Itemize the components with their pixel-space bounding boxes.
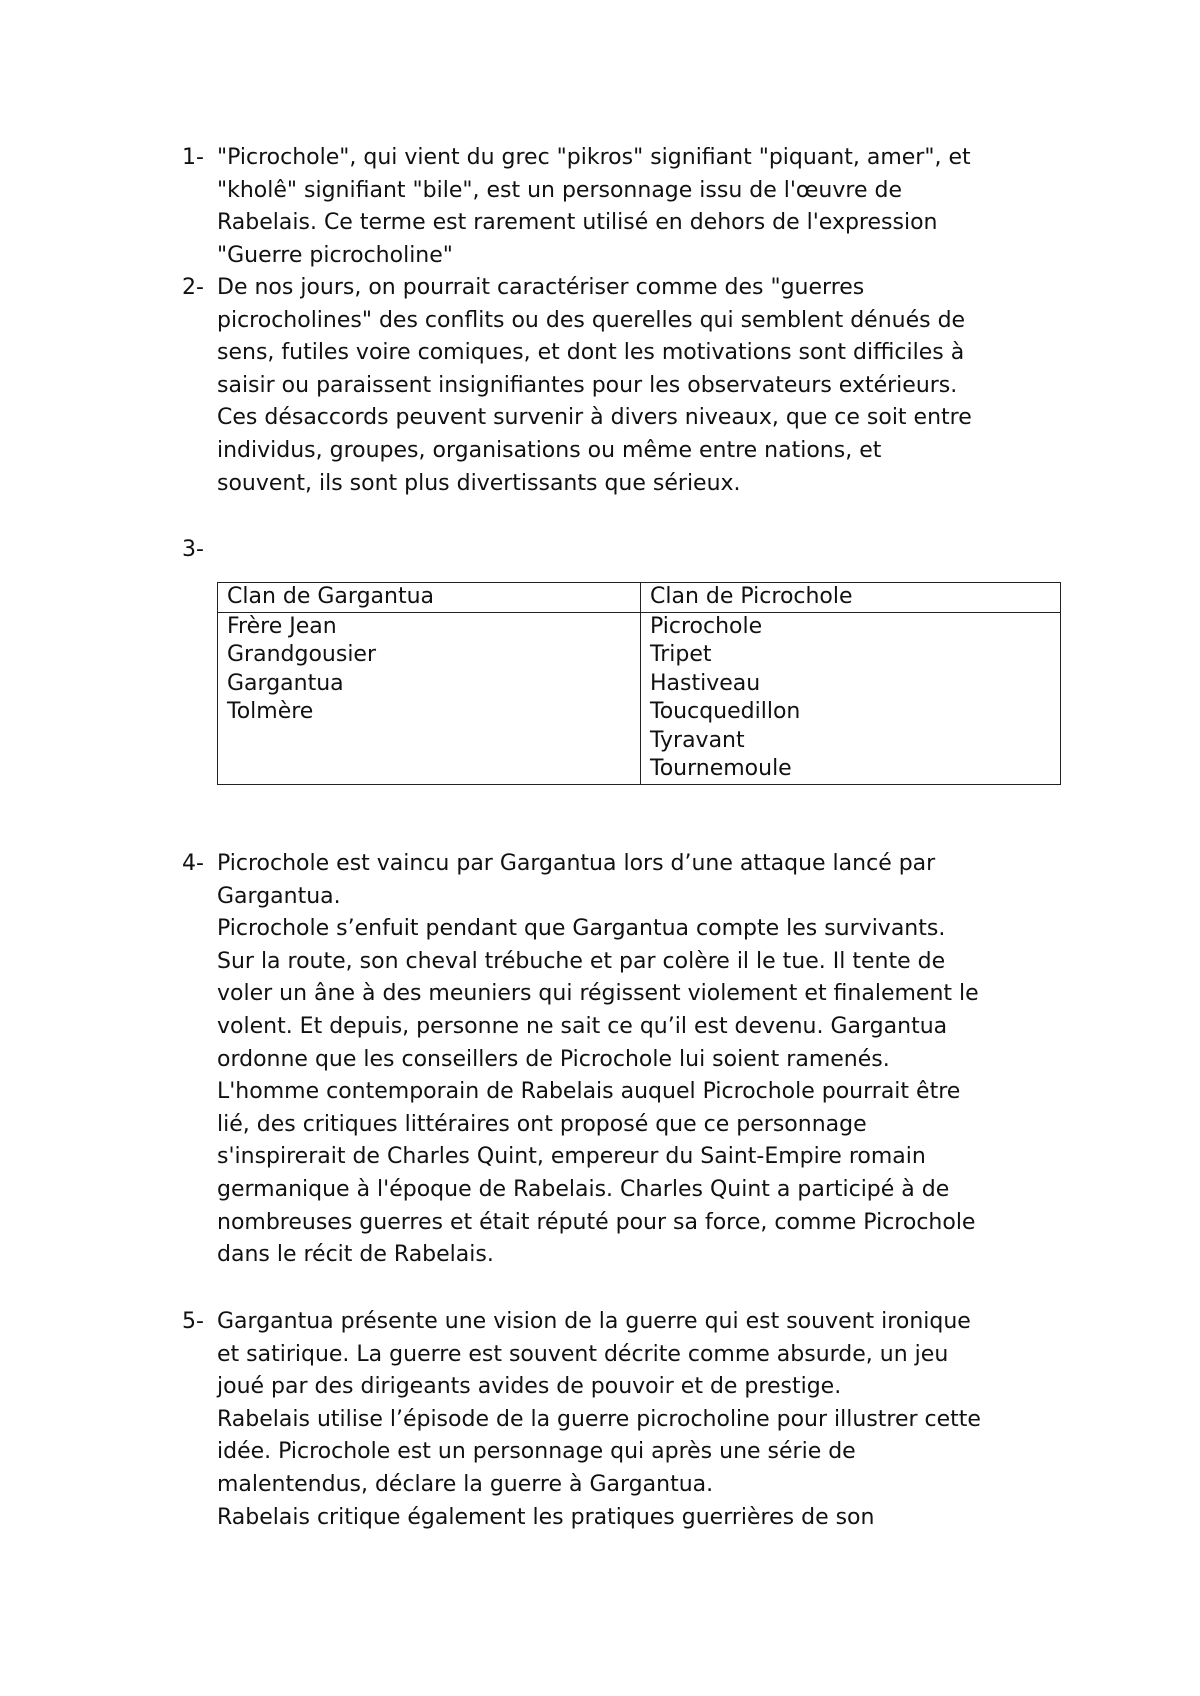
table-header-cell: Clan de Picrochole — [641, 583, 1061, 613]
clan-member: Hastiveau — [650, 670, 761, 696]
paragraph — [217, 1306, 1087, 1534]
clan-member: Picrochole — [650, 613, 763, 639]
list-number: 5- — [182, 1309, 204, 1334]
list-number: 1- — [182, 145, 204, 170]
text-line: Gargantua présente une vision de la guerre qui est souvent ironique — [217, 1309, 971, 1334]
paragraph — [217, 272, 1087, 500]
text-line: picrocholines" des conflits ou des querelles qui semblent dénués de — [217, 307, 966, 333]
text-line: malentendus, déclare la guerre à Gargantua. — [217, 1471, 714, 1497]
text-line: De nos jours, on pourrait caractériser comme des "guerres — [217, 275, 865, 300]
clans-table — [217, 582, 1061, 785]
text-line: saisir ou paraissent insignifiantes pour les observateurs extérieurs. — [217, 372, 958, 398]
clan-member: Toucquedillon — [650, 699, 801, 724]
table-row — [218, 612, 1061, 784]
clan-member: Tyravant — [650, 727, 745, 753]
text-line: idée. Picrochole est un personnage qui après une série de — [217, 1439, 856, 1465]
text-line: individus, groupes, organisations ou même entre nations, et — [217, 437, 882, 463]
text-line: Gargantua. — [217, 883, 341, 909]
list-number: 3- — [182, 537, 204, 562]
text-line: joué par des dirigeants avides de pouvoir et de prestige. — [217, 1374, 842, 1400]
text-line: L'homme contemporain de Rabelais auquel Picrochole pourrait être — [217, 1079, 961, 1105]
table-cell-picrochole-clan — [641, 612, 1061, 784]
clan-member: Tripet — [650, 642, 712, 667]
text-line: nombreuses guerres et était réputé pour sa force, comme Picrochole — [217, 1209, 976, 1235]
text-line: ordonne que les conseillers de Picrochole lui soient ramenés. — [217, 1046, 890, 1072]
text-line: voler un âne à des meuniers qui régissent violement et finalement le — [217, 981, 979, 1007]
table-cell-gargantua-clan — [218, 612, 641, 784]
text-line: Picrochole est vaincu par Gargantua lors d’une attaque lancé par — [217, 851, 936, 876]
paragraph — [217, 848, 1087, 1272]
clan-member: Tolmère — [227, 699, 314, 724]
clan-member: Frère Jean — [227, 613, 337, 639]
text-line: germanique à l'époque de Rabelais. Charles Quint a participé à de — [217, 1176, 950, 1202]
text-line: Picrochole s’enfuit pendant que Gargantua compte les survivants. — [217, 916, 946, 942]
clan-member: Grandgousier — [227, 642, 377, 667]
text-line: Rabelais critique également les pratiques guerrières de son — [217, 1504, 875, 1530]
text-line: Ces désaccords peuvent survenir à divers niveaux, que ce soit entre — [217, 405, 972, 431]
list-number: 2- — [182, 275, 204, 300]
text-line: lié, des critiques littéraires ont proposé que ce personnage — [217, 1111, 867, 1137]
paragraph — [217, 142, 1087, 272]
text-line: "Picrochole", qui vient du grec "pikros" signifiant "piquant, amer", et — [217, 145, 971, 170]
text-line: Rabelais. Ce terme est rarement utilisé en dehors de l'expression — [217, 210, 938, 236]
text-line: sens, futiles voire comiques, et dont les motivations sont difficiles à — [217, 340, 965, 366]
text-line: s'inspirerait de Charles Quint, empereur du Saint-Empire romain — [217, 1144, 926, 1170]
text-line: "kholê" signifiant "bile", est un personnage issu de l'œuvre de — [217, 177, 902, 203]
clan-member: Gargantua — [227, 670, 344, 696]
table-header-cell: Clan de Gargantua — [218, 583, 641, 613]
clan-member: Tournemoule — [650, 756, 792, 781]
text-line: Rabelais utilise l’épisode de la guerre picrocholine pour illustrer cette — [217, 1406, 981, 1432]
text-line: et satirique. La guerre est souvent décrite comme absurde, un jeu — [217, 1341, 949, 1367]
list-number: 4- — [182, 851, 204, 876]
table-header-row — [218, 583, 1061, 613]
text-line: souvent, ils sont plus divertissants que sérieux. — [217, 470, 741, 496]
text-line: dans le récit de Rabelais. — [217, 1242, 494, 1268]
text-line: volent. Et depuis, personne ne sait ce qu’il est devenu. Gargantua — [217, 1013, 948, 1039]
text-line: "Guerre picrocholine" — [217, 242, 453, 268]
text-line: Sur la route, son cheval trébuche et par colère il le tue. Il tente de — [217, 948, 946, 974]
